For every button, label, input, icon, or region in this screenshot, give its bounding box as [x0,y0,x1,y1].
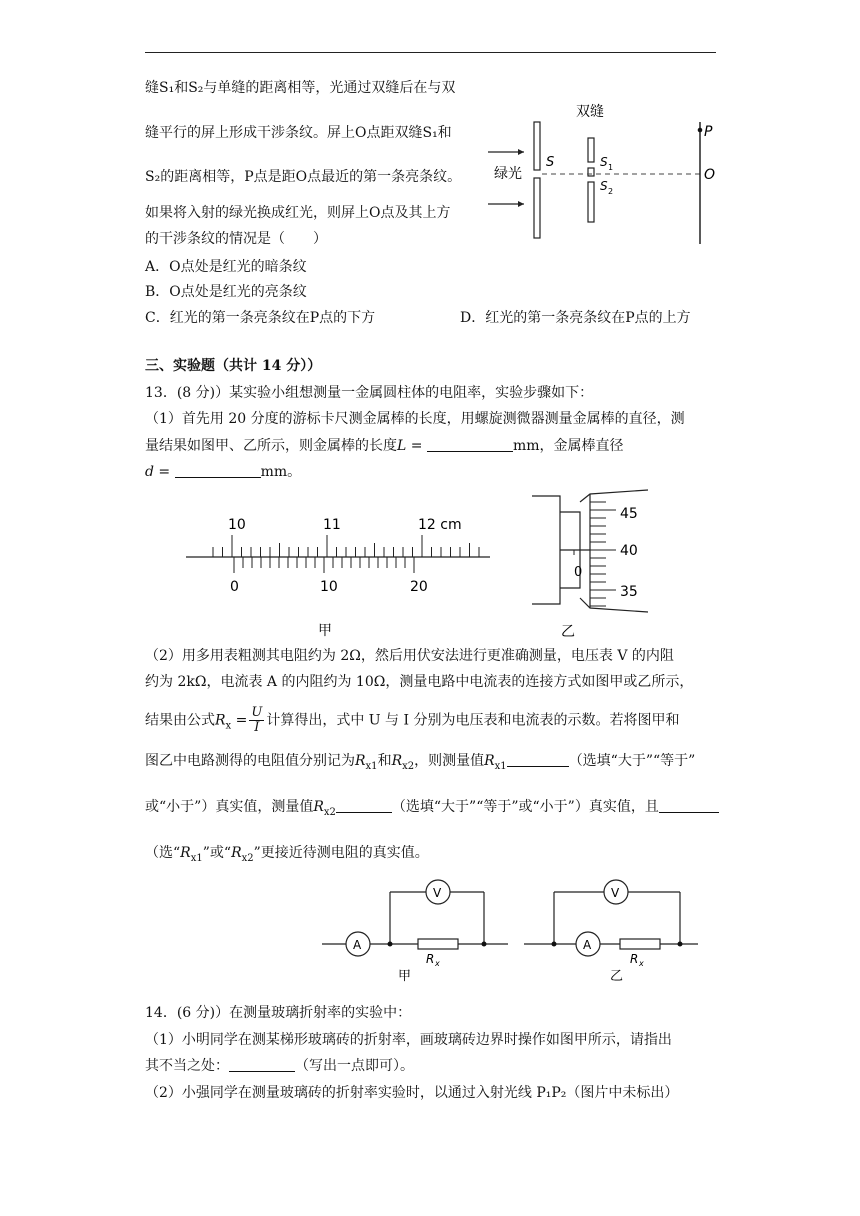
r-symbol: R [313,799,324,815]
caliper-caption: 甲 [318,623,332,639]
text: 或“小于”）真实值，测量值 [145,799,314,815]
green-light-label: 绿光 [494,166,522,182]
q13-p2-line-1: （2）用多用表粗测其电阻约为 2Ω，然后用伏安法进行更准确测量，电压表 V 的内阻 [145,648,674,664]
q13-title: 13．(8 分)）某实验小组想测量一金属圆柱体的电阻率，实验步骤如下： [145,385,594,401]
r-sub: x2 [402,760,415,772]
voltmeter-label-jia: V [433,886,442,900]
p-label: P [704,124,713,140]
numerator: U [251,705,263,720]
micrometer-zero: 0 [574,565,583,580]
r-symbol: R [355,753,366,769]
q12-line-3: S₂的距离相等，P点是距O点最近的第一条亮条纹。 [145,169,462,185]
q14-p2-line-1: （2）小强同学在测量玻璃砖的折射率实验时，以通过入射光线 P₁P₂（图片中未标出） [145,1085,679,1101]
formula-eq: = [235,712,248,729]
text: mm。 [260,464,302,480]
vernier-caliper-figure [180,505,500,645]
vernier-10: 10 [320,579,338,595]
length-answer-blank[interactable] [427,437,513,452]
micrometer-35: 35 [620,584,638,600]
r-sub: x1 [190,852,203,864]
denominator: I [254,720,260,735]
diameter-answer-blank[interactable] [175,463,261,478]
text: 其不当之处： [145,1058,229,1074]
top-rule [145,52,716,53]
micrometer-caption: 乙 [561,624,575,640]
text: 图乙中电路测得的电阻值分别记为 [145,753,355,769]
text: mm，金属棒直径 [512,438,624,454]
q12-option-b[interactable]: B．O点处是红光的亮条纹 [145,284,307,300]
r-symbol: R [231,845,242,861]
rx1-answer-blank[interactable] [507,752,569,767]
text: ”或“ [202,845,232,861]
circuit-jia [322,880,508,984]
ammeter-label-jia: A [353,938,362,952]
formula-r: R [215,712,226,729]
caliper-main-10: 10 [228,517,246,533]
r-sub: x2 [241,852,254,864]
var-d: d [145,464,154,480]
r-sub: x1 [365,760,378,772]
q13-p2-line-4 [145,752,695,776]
vernier-0: 0 [230,579,239,595]
s-label: S [546,155,555,170]
section-3-heading: 三、实验题（共计 14 分）） [145,358,322,374]
vernier-20: 20 [410,579,428,595]
improper-answer-blank[interactable] [229,1057,295,1072]
q12-line-1: 缝S₁和S₂与单缝的距离相等，光通过双缝后在与双 [145,80,456,96]
q12-line-2: 缝平行的屏上形成干涉条纹。屏上O点距双缝S₁和 [145,125,452,141]
s1-label: S [600,155,608,169]
caliper-main-11: 11 [323,517,341,533]
r-sub: x2 [323,806,336,818]
circuit-yi [524,880,698,984]
q12-line-5: 的干涉条纹的情况是（ ） [145,231,327,247]
formula-fraction [249,706,264,735]
resistor-sub-yi: x [639,959,644,968]
text: 量结果如图甲、乙所示，则金属棒的长度 [145,438,397,454]
caliper-main-12: 12 cm [418,517,462,533]
circuit-caption-jia: 甲 [398,969,412,984]
q13-p2-line-2: 约为 2kΩ，电流表 A 的内阻约为 10Ω，测量电路中电流表的连接方式如图甲或乙所示， [145,674,694,690]
s2-sub: 2 [608,187,614,196]
micrometer-figure [520,488,680,670]
resistor-sub-jia: x [435,959,440,968]
q12-option-a[interactable]: A．O点处是红光的暗条纹 [145,259,307,275]
text: 计算得出，式中 U 与 I 分别为电压表和电流表的示数。若将图甲和 [266,712,680,729]
text: （写出一点即可）。 [295,1058,414,1074]
text: 结果由公式 [145,712,215,729]
text: （选“ [145,845,181,861]
text: 和 [377,753,392,769]
r-symbol: R [484,753,495,769]
circuit-figures [318,874,708,986]
var-l: L [397,438,407,454]
q13-p2-line-3 [145,706,679,735]
resistor-label-jia: R [426,952,435,966]
q12-option-c[interactable]: C．红光的第一条亮条纹在P点的下方 [145,310,376,326]
closer-answer-blank[interactable] [659,798,719,813]
text: ，则测量值 [414,753,485,769]
rx2-answer-blank[interactable] [336,798,392,813]
double-slit-label: 双缝 [576,104,604,120]
q13-p2-line-5 [145,798,719,822]
voltmeter-label-yi: V [611,886,620,900]
q12-line-4: 如果将入射的绿光换成红光，则屏上O点及其上方 [145,205,451,221]
micrometer-40: 40 [620,543,638,559]
q14-p1-line-2 [145,1057,414,1075]
q14-p1-line-1: （1）小明同学在测某梯形玻璃砖的折射率，画玻璃砖边界时操作如图甲所示，请指出 [145,1032,672,1048]
q13-p2-line-6 [145,844,429,868]
double-slit-figure [488,100,718,250]
o-label: O [704,167,716,183]
r-symbol: R [180,845,191,861]
q14-title: 14．(6 分)）在测量玻璃折射率的实验中： [145,1005,412,1021]
text: ”更接近待测电阻的真实值。 [253,845,429,861]
q13-p1-line-1: （1）首先用 20 分度的游标卡尺测金属棒的长度，用螺旋测微器测量金属棒的直径，测 [145,411,685,427]
ammeter-label-yi: A [583,938,592,952]
q13-p1-line-2: 量结果如图甲、乙所示，则金属棒的长度L = mm，金属棒直径 [145,438,624,454]
r-sub: x1 [494,760,507,772]
text: （选填“大于”“等于” [568,753,696,769]
circuit-caption-yi: 乙 [610,969,624,984]
s1-sub: 1 [608,163,614,172]
r-symbol: R [391,753,403,769]
q12-option-d[interactable]: D．红光的第一条亮条纹在P点的上方 [460,310,691,326]
formula-sub: x [225,720,232,732]
micrometer-45: 45 [620,506,638,522]
text: （选填“大于”“等于”或“小于”）真实值，且 [391,799,659,815]
resistor-label-yi: R [630,952,639,966]
s2-label: S [600,179,608,193]
q13-p1-line-3: d = mm。 [145,464,302,480]
